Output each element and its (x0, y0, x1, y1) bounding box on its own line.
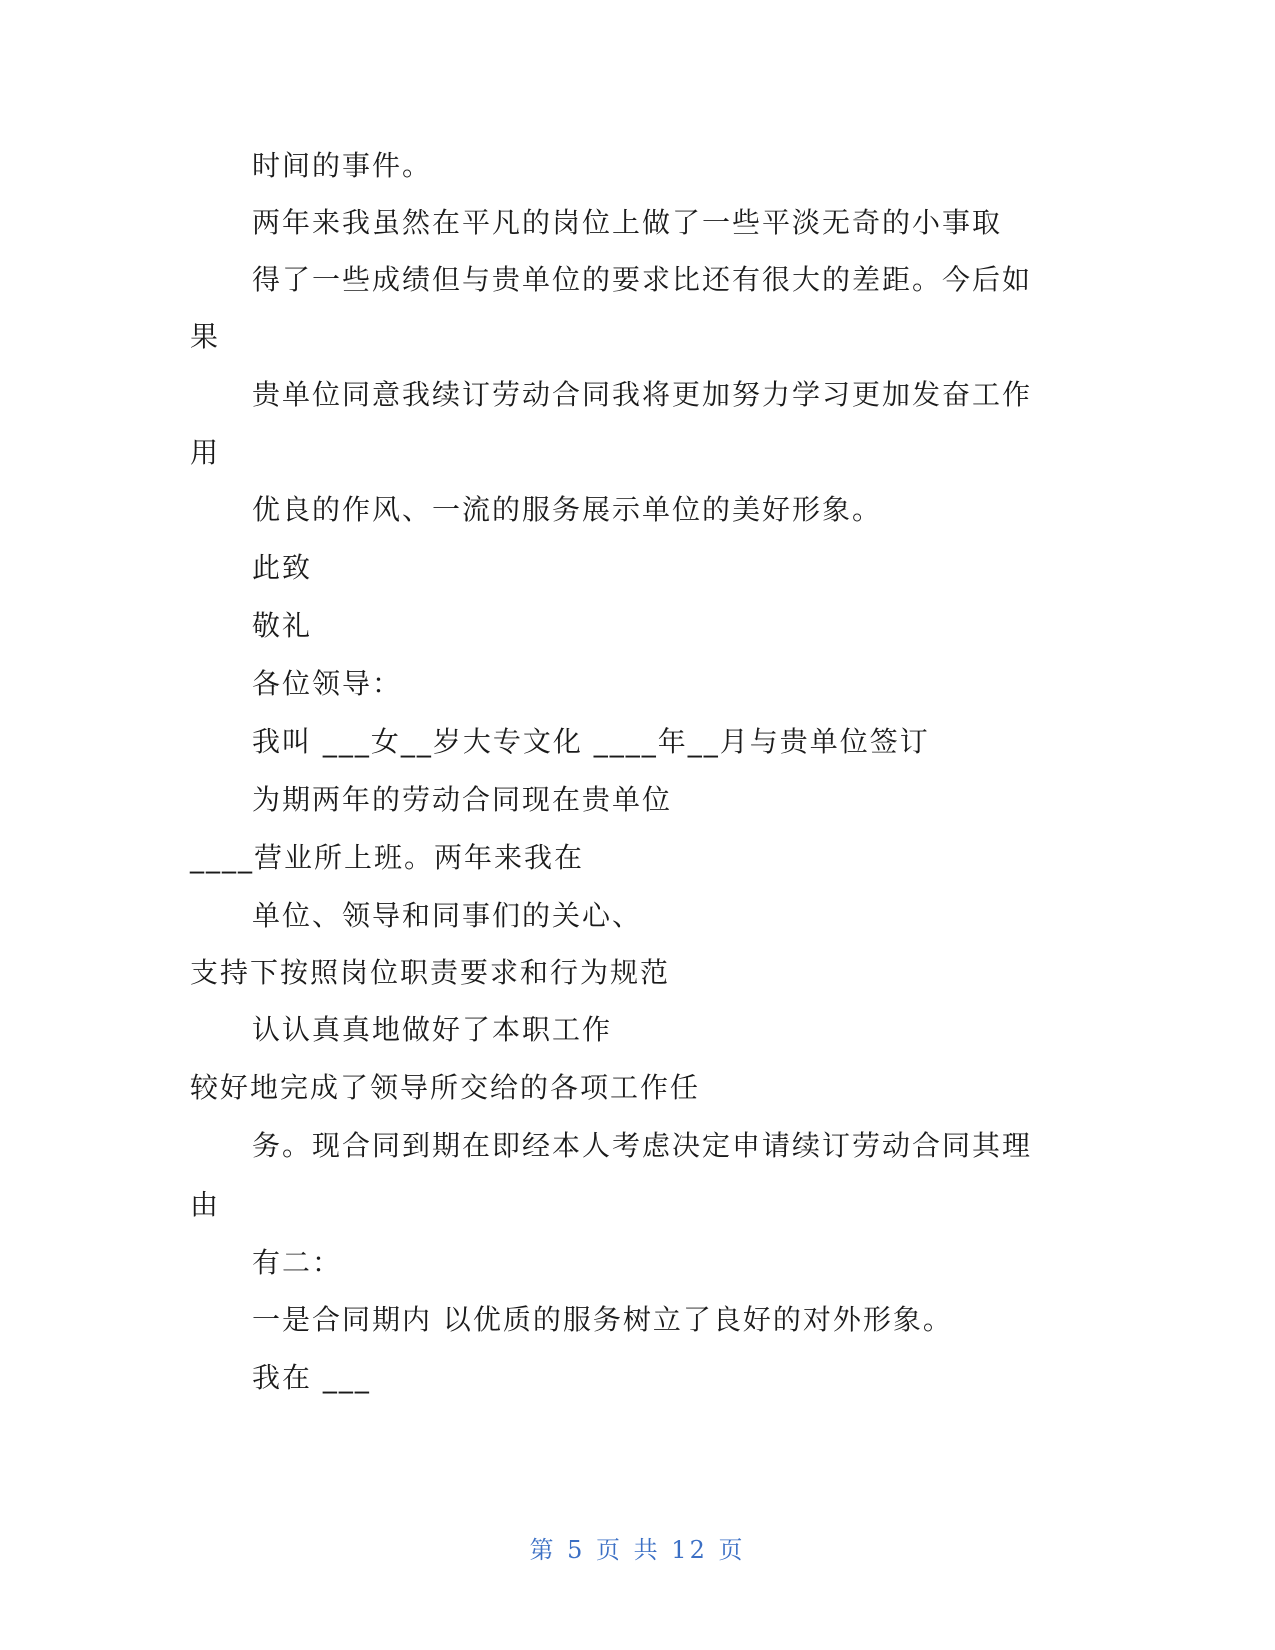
text-line: 为期两年的劳动合同现在贵单位 (252, 783, 673, 816)
text-line: 一是合同期内 以优质的服务树立了良好的对外形象。 (252, 1303, 953, 1336)
text-line: 各位领导： (252, 667, 403, 700)
text-line: 我叫 ___女__岁大专文化 ____年__月与贵单位签订 (252, 725, 930, 758)
text-line: 支持下按照岗位职责要求和行为规范 (190, 956, 671, 989)
text-line: 两年来我虽然在平凡的岗位上做了一些平淡无奇的小事取 (252, 206, 1003, 239)
text-line: 贵单位同意我续订劳动合同我将更加努力学习更加发奋工作 (252, 378, 1033, 411)
text-line: 用 (190, 436, 221, 469)
text-line: 务。现合同到期在即经本人考虑决定申请续订劳动合同其理 (252, 1129, 1033, 1162)
text-line: 优良的作风、一流的服务展示单位的美好形象。 (252, 493, 883, 526)
text-line: 由 (190, 1188, 221, 1221)
text-line: 我在 ___ (252, 1361, 371, 1394)
text-line: 敬礼 (252, 609, 313, 642)
text-line: 有二： (252, 1246, 343, 1279)
text-line: 单位、领导和同事们的关心、 (252, 899, 643, 932)
text-line: 得了一些成绩但与贵单位的要求比还有很大的差距。今后如 (252, 263, 1033, 296)
text-line: 较好地完成了领导所交给的各项工作任 (190, 1071, 701, 1104)
text-line: 果 (190, 320, 221, 353)
text-line: ____营业所上班。两年来我在 (190, 841, 585, 874)
text-line: 认认真真地做好了本职工作 (252, 1013, 613, 1046)
text-line: 时间的事件。 (252, 149, 433, 182)
text-line: 此致 (252, 551, 313, 584)
page-number-footer: 第 5 页 共 12 页 (529, 1536, 746, 1564)
